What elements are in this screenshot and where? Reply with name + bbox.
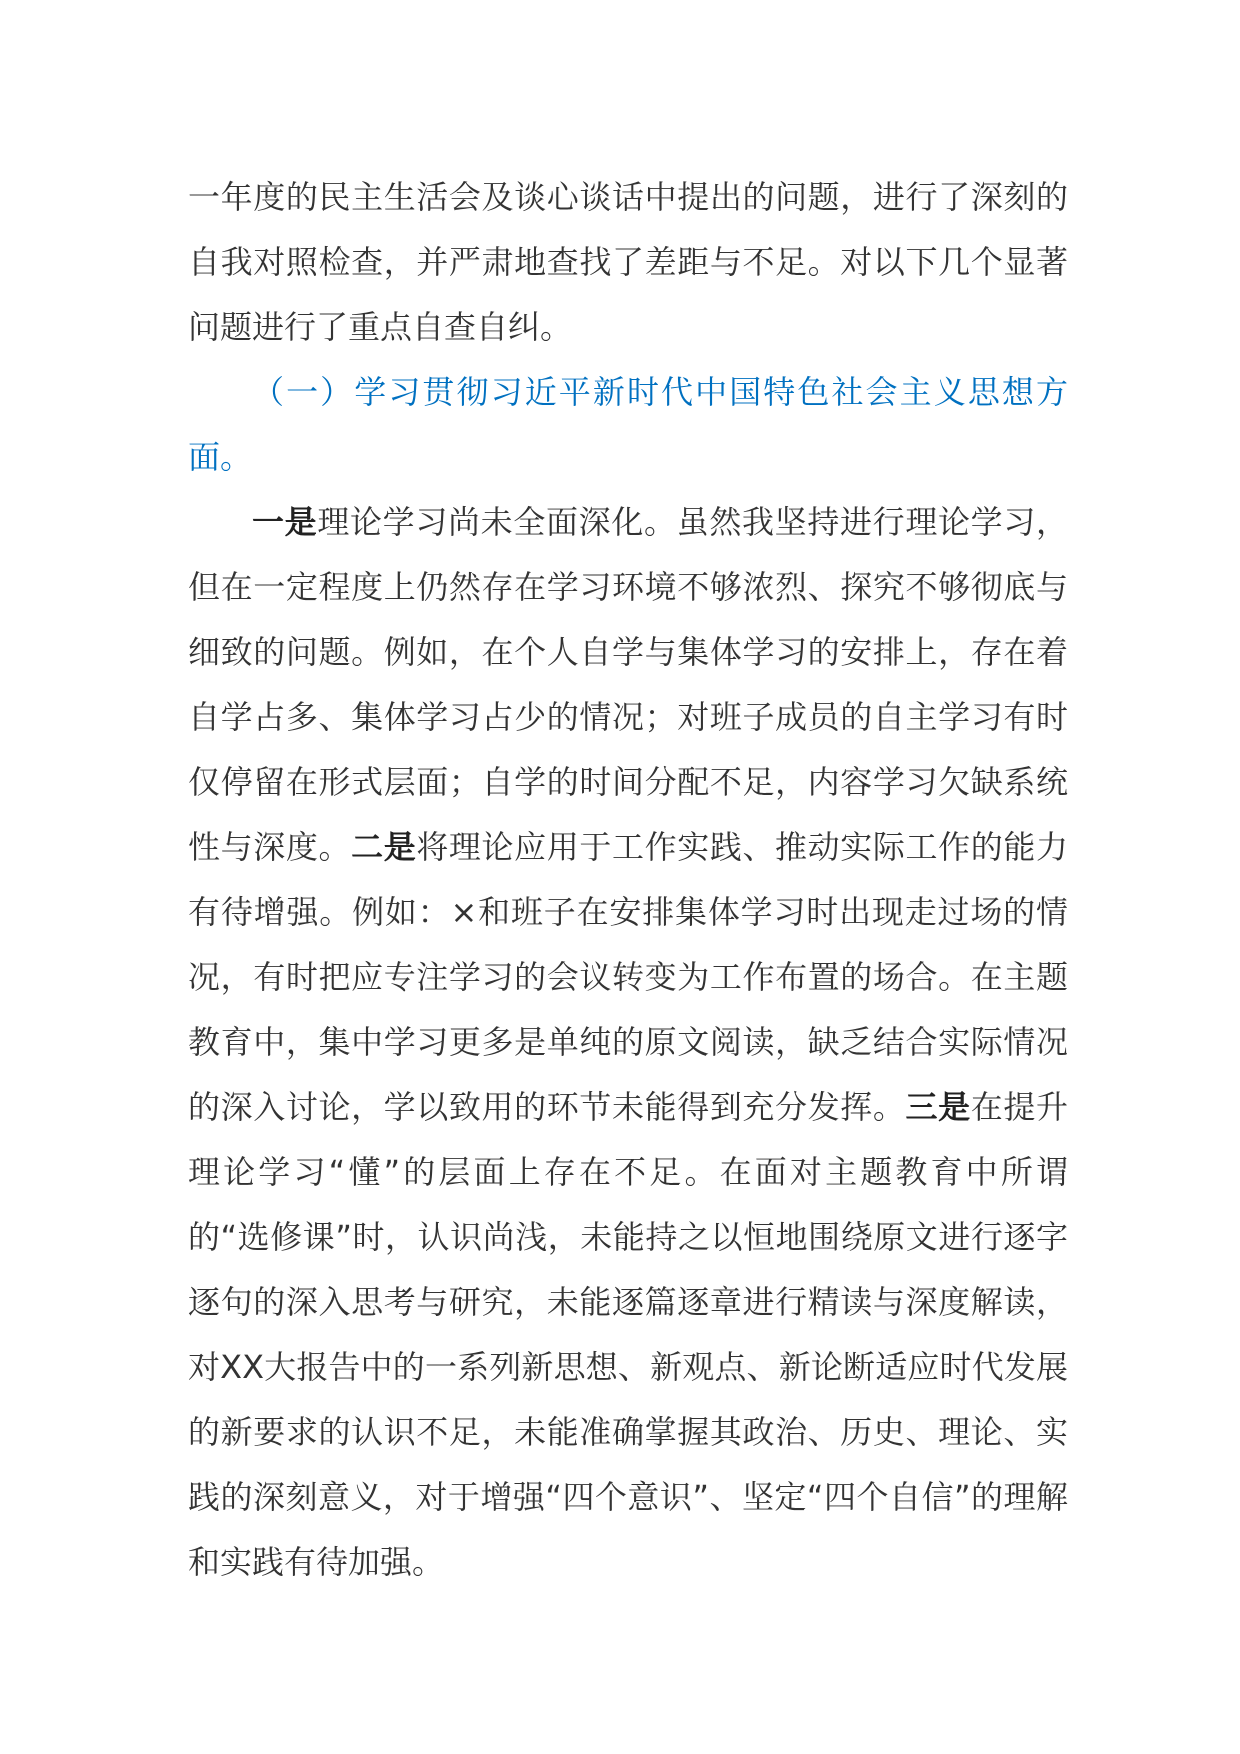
body-paragraph bbox=[188, 490, 1068, 1595]
document-page bbox=[188, 165, 1068, 1595]
point-3-label: 三是 bbox=[905, 1088, 971, 1126]
section-heading: （一）学习贯彻习近平新时代中国特色社会主义思想方面。 bbox=[188, 373, 1068, 476]
point-3-text: 在提升理论学习“懂”的层面上存在不足。在面对主题教育中所谓的“选修课”时，认识尚浅，未能持之以恒地围绕原文进行逐字逐句的深入思考与研究，未能逐篇逐章进行精读与深度解读，对XX大报告中的一系列新思想、新观点、新论断适应时代发展的新要求的认识不足，未能准确掌握其政治、历史、理论、实践的深刻意义，对于增强“四个意识”、坚定“四个自信”的理解和实践有待加强。 bbox=[188, 1088, 1068, 1581]
point-2-text: 将理论应用于工作实践、推动实际工作的能力有待增强。例如：×和班子在安排集体学习时出现走过场的情况，有时把应专注学习的会议转变为工作布置的场合。在主题教育中，集中学习更多是单纯的原文阅读，缺乏结合实际情况的深入讨论，学以致用的环节未能得到充分发挥。 bbox=[188, 828, 1068, 1126]
point-1-label: 一是 bbox=[252, 503, 318, 541]
point-2-label: 二是 bbox=[351, 828, 417, 866]
intro-paragraph: 一年度的民主生活会及谈心谈话中提出的问题，进行了深刻的自我对照检查，并严肃地查找了差距与不足。对以下几个显著问题进行了重点自查自纠。 bbox=[188, 178, 1068, 346]
point-1-text: 理论学习尚未全面深化。虽然我坚持进行理论学习，但在一定程度上仍然存在学习环境不够浓烈、探究不够彻底与细致的问题。例如，在个人自学与集体学习的安排上，存在着自学占多、集体学习占少的情况；对班子成员的自主学习有时仅停留在形式层面；自学的时间分配不足，内容学习欠缺系统性与深度。 bbox=[188, 503, 1068, 866]
